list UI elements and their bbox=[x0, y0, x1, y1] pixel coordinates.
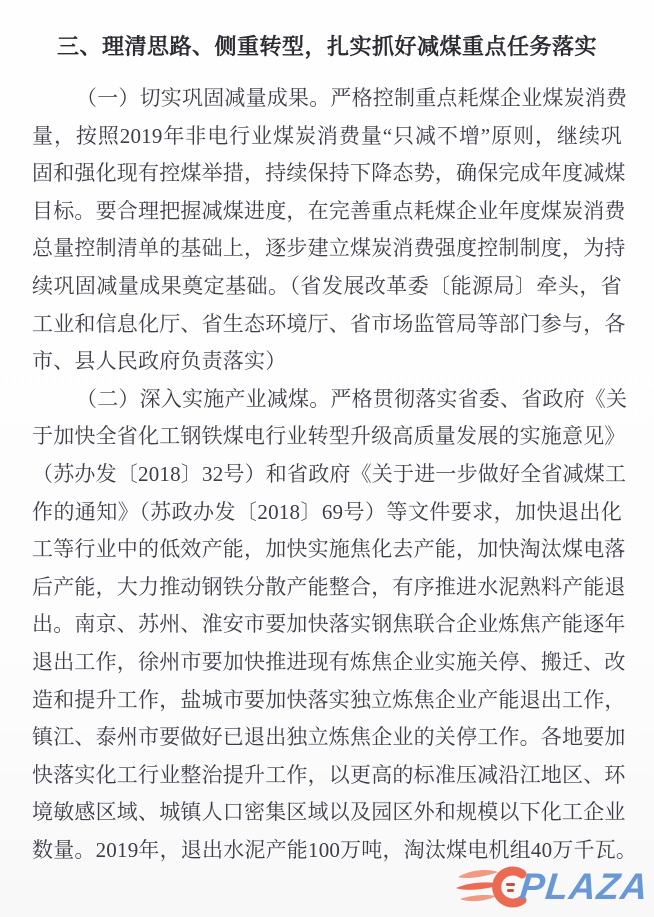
text-line: 工业和信息化厅、省生态环境厅、省市场监管局等部门参与，各 bbox=[32, 311, 626, 336]
cplaza-watermark bbox=[456, 863, 651, 911]
text-line: 出。南京、苏州、淮安市要加快落实钢焦联合企业炼焦产能逐年 bbox=[32, 612, 626, 637]
text-line: 续巩固减量成果奠定基础。（省发展改革委〔能源局〕牵头，省 bbox=[32, 273, 622, 298]
watermark-brand-text: PLAZA bbox=[517, 866, 651, 907]
text-line: 目标。要合理把握减煤进度，在完善重点耗煤企业年度煤炭消费 bbox=[32, 198, 626, 223]
document-content bbox=[32, 26, 638, 869]
text-line: （二）深入实施产业减煤。严格贯彻落实省委、省政府《关 bbox=[76, 386, 628, 411]
text-line: 作的通知》（苏政办发〔2018〕69号）等文件要求，加快退出化 bbox=[32, 499, 622, 524]
text-line: 工等行业中的低效产能，加快实施焦化去产能，加快淘汰煤电落 bbox=[32, 537, 626, 562]
text-line: 总量控制清单的基础上，逐步建立煤炭消费强度控制制度，为持 bbox=[32, 236, 626, 261]
paragraph-1 bbox=[32, 80, 628, 381]
section-heading: 三、理清思路、侧重转型，扎实抓好减煤重点任务落实 bbox=[56, 34, 597, 59]
text-line: 镇江、泰州市要做好已退出独立炼焦企业的关停工作。各地要加 bbox=[32, 725, 626, 750]
text-line: 数量。2019年，退出水泥产能100万吨，淘汰煤电机组40万千瓦。 bbox=[32, 837, 638, 862]
text-line: 造和提升工作，盐城市要加快落实独立炼焦企业产能退出工作， bbox=[32, 687, 626, 712]
text-line: 于加快全省化工钢铁煤电行业转型升级高质量发展的实施意见》 bbox=[32, 424, 626, 449]
text-line: 固和强化现有控煤举措，持续保持下降态势，确保完成年度减煤 bbox=[32, 161, 626, 186]
text-line: 境敏感区域、城镇人口密集区域以及园区外和规模以下化工企业 bbox=[32, 800, 626, 825]
text-line: 量，按照2019年非电行业煤炭消费量“只减不增”原则，继续巩 bbox=[32, 123, 622, 148]
text-line: 快落实化工行业整治提升工作，以更高的标准压减沿江地区、环 bbox=[32, 762, 626, 787]
text-line: 市、县人民政府负责落实） bbox=[32, 349, 287, 374]
text-line: （一）切实巩固减量成果。严格控制重点耗煤企业煤炭消费 bbox=[76, 86, 628, 110]
text-line: （苏办发〔2018〕32号）和省政府《关于进一步做好全省减煤工 bbox=[32, 461, 627, 486]
paragraph-2 bbox=[32, 381, 638, 870]
text-line: 退出工作，徐州市要加快推进现有炼焦企业实施关停、搬迁、改 bbox=[32, 649, 626, 674]
text-line: 后产能，大力推动钢铁分散产能整合，有序推进水泥熟料产能退 bbox=[32, 574, 626, 599]
